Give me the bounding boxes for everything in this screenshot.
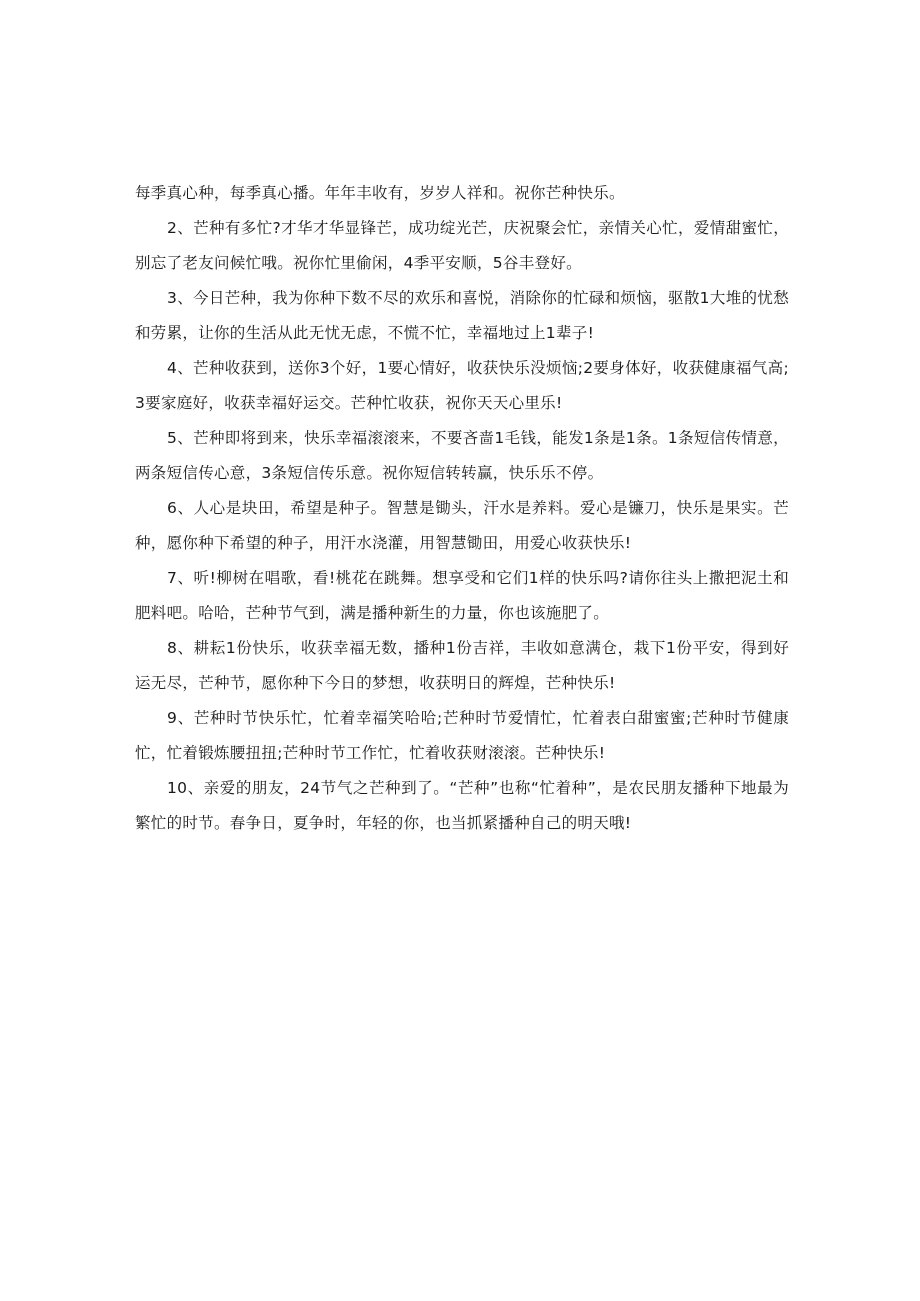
paragraph-item-3: 3、今日芒种，我为你种下数不尽的欢乐和喜悦，消除你的忙碌和烦恼，驱散1大堆的忧愁和劳累，让你的生活从此无忧无虑，不慌不忙，幸福地过上1辈子! — [135, 289, 789, 342]
paragraph-item-8: 8、耕耘1份快乐，收获幸福无数，播种1份吉祥，丰收如意满仓，栽下1份平安，得到好运无尽，芒种节，愿你种下今日的梦想，收获明日的辉煌，芒种快乐! — [135, 639, 789, 692]
paragraph-item-5: 5、芒种即将到来，快乐幸福滚滚来，不要吝啬1毛钱，能发1条是1条。1条短信传情意，两条短信传心意，3条短信传乐意。祝你短信转转赢，快乐乐不停。 — [135, 429, 789, 482]
paragraph-item-6: 6、人心是块田，希望是种子。智慧是锄头，汗水是养料。爱心是镰刀，快乐是果实。芒种，愿你种下希望的种子，用汗水浇灌，用智慧锄田，用爱心收获快乐! — [135, 499, 789, 552]
paragraph-item-9: 9、芒种时节快乐忙，忙着幸福笑哈哈;芒种时节爱情忙，忙着表白甜蜜蜜;芒种时节健康忙，忙着锻炼腰扭扭;芒种时节工作忙，忙着收获财滚滚。芒种快乐! — [135, 709, 789, 762]
paragraph-item-4: 4、芒种收获到，送你3个好，1要心情好，收获快乐没烦恼;2要身体好，收获健康福气高;3要家庭好，收获幸福好运交。芒种忙收获，祝你天天心里乐! — [135, 359, 789, 412]
document-body — [135, 176, 789, 841]
paragraph-intro: 每季真心种，每季真心播。年年丰收有，岁岁人祥和。祝你芒种快乐。 — [135, 184, 625, 202]
paragraph-item-2: 2、芒种有多忙?才华才华显锋芒，成功绽光芒，庆祝聚会忙，亲情关心忙，爱情甜蜜忙，别忘了老友问候忙哦。祝你忙里偷闲，4季平安顺，5谷丰登好。 — [135, 219, 789, 272]
paragraph-item-10: 10、亲爱的朋友，24节气之芒种到了。“芒种”也称“忙着种”，是农民朋友播种下地最为繁忙的时节。春争日，夏争时，年轻的你，也当抓紧播种自己的明天哦! — [135, 779, 789, 832]
paragraph-item-7: 7、听!柳树在唱歌，看!桃花在跳舞。想享受和它们1样的快乐吗?请你往头上撒把泥土和肥料吧。哈哈，芒种节气到，满是播种新生的力量，你也该施肥了。 — [135, 569, 789, 622]
